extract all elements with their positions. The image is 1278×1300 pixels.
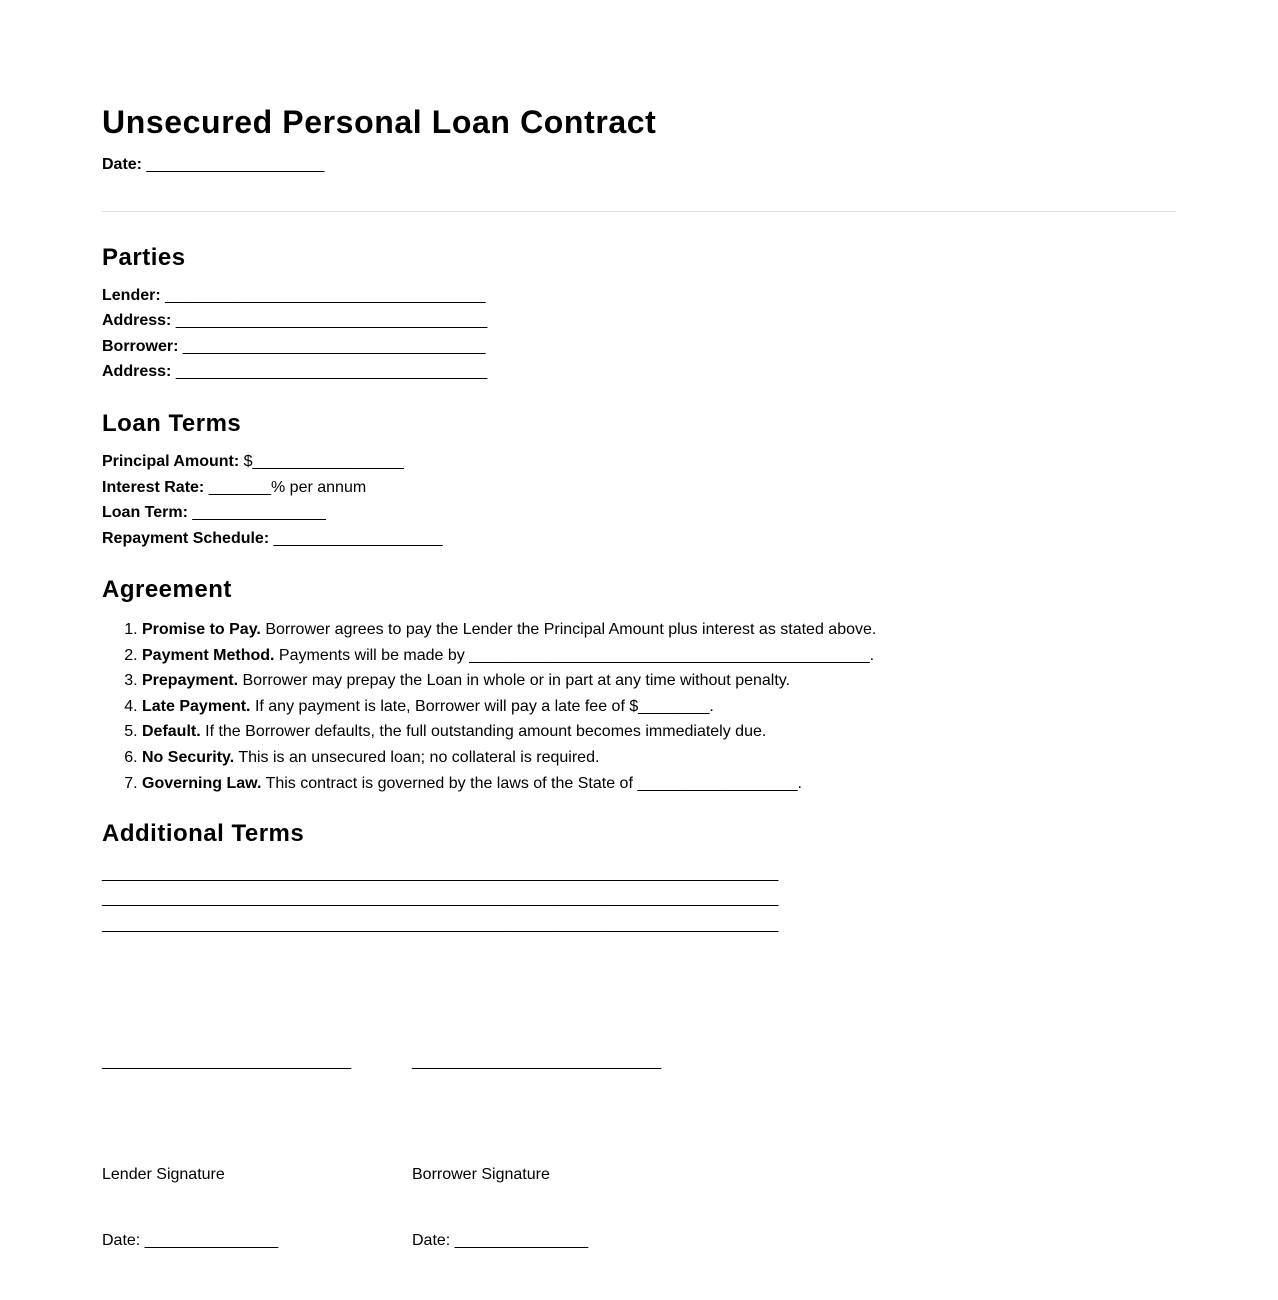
header-divider	[102, 211, 1176, 212]
clause-text: This is an unsecured loan; no collateral is required.	[238, 748, 600, 766]
field-blank[interactable]: __________________________________	[182, 338, 486, 355]
clause-text: Borrower agrees to pay the Lender the Principal Amount plus interest as stated above.	[265, 621, 877, 638]
date-blank[interactable]: _______________	[454, 1232, 589, 1249]
clause-title: Promise to Pay.	[142, 621, 261, 638]
clause-late-payment[interactable]	[142, 694, 876, 720]
field-label: Loan Term:	[102, 504, 188, 521]
lender-name-field[interactable]	[102, 286, 485, 306]
field-label: Lender:	[102, 287, 161, 304]
field-label: Principal Amount:	[102, 453, 240, 470]
date-blank[interactable]: ____________________	[146, 156, 325, 173]
clause-governing-law[interactable]	[142, 771, 876, 797]
field-blank[interactable]: ___________________	[273, 530, 443, 547]
repayment-schedule-field[interactable]	[102, 529, 443, 549]
clause-title: No Security.	[142, 748, 235, 766]
interest-rate-field[interactable]	[102, 478, 366, 498]
clause-text[interactable]: This contract is governed by the laws of the State of __________________.	[265, 774, 802, 792]
field-label: Address:	[102, 363, 172, 380]
contract-date-field[interactable]	[102, 155, 324, 175]
field-blank[interactable]: _________________	[252, 453, 404, 470]
additional-terms-line-2[interactable]: ____________________________________________________________________________	[102, 890, 779, 907]
principal-amount-field[interactable]	[102, 452, 404, 472]
clause-payment-method[interactable]	[142, 643, 876, 669]
section-heading-parties: Parties	[102, 244, 186, 271]
field-blank[interactable]: _______________	[192, 504, 326, 521]
date-blank[interactable]: _______________	[144, 1232, 279, 1249]
agreement-clauses-list	[102, 617, 876, 796]
borrower-name-field[interactable]	[102, 337, 485, 357]
field-label: Address:	[102, 312, 172, 329]
field-label: Borrower:	[102, 338, 179, 355]
document-title: Unsecured Personal Loan Contract	[102, 104, 657, 140]
lender-signature-line[interactable]: ____________________________	[102, 1053, 352, 1070]
additional-terms-line-1[interactable]: ____________________________________________________________________________	[102, 865, 779, 882]
field-blank[interactable]: _______	[208, 479, 271, 496]
lender-signature-block	[102, 1007, 351, 1296]
section-heading-loan-terms: Loan Terms	[102, 410, 242, 437]
date-label: Date:	[102, 156, 143, 173]
clause-prepayment	[142, 668, 876, 694]
clause-title: Payment Method.	[142, 646, 275, 664]
clause-text[interactable]: If any payment is late, Borrower will pay a late fee of $________.	[254, 697, 714, 715]
borrower-signature-date[interactable]	[412, 1230, 661, 1252]
additional-terms-line-3[interactable]: ____________________________________________________________________________	[102, 916, 779, 933]
clause-text[interactable]: Payments will be made by _____________________________________________.	[278, 646, 875, 664]
clause-promise-to-pay	[142, 617, 876, 643]
clause-title: Default.	[142, 723, 201, 741]
loan-term-field[interactable]	[102, 503, 326, 523]
field-suffix: % per annum	[271, 479, 367, 496]
section-heading-additional-terms: Additional Terms	[102, 820, 305, 847]
date-label: Date:	[102, 1232, 141, 1249]
field-blank[interactable]: ____________________________________	[165, 287, 486, 304]
clause-text: If the Borrower defaults, the full outstanding amount becomes immediately due.	[205, 723, 767, 741]
borrower-address-field[interactable]	[102, 362, 487, 382]
field-prefix: $	[243, 453, 253, 470]
borrower-signature-line[interactable]: ____________________________	[412, 1053, 662, 1070]
field-label: Interest Rate:	[102, 479, 205, 496]
borrower-signature-block	[412, 1007, 661, 1296]
clause-default	[142, 719, 876, 745]
clause-title: Prepayment.	[142, 672, 239, 690]
field-blank[interactable]: ___________________________________	[175, 312, 488, 329]
section-heading-agreement: Agreement	[102, 576, 232, 603]
date-label: Date:	[412, 1232, 451, 1249]
clause-title: Governing Law.	[142, 774, 262, 792]
clause-title: Late Payment.	[142, 697, 251, 715]
lender-signature-label: Lender Signature	[102, 1166, 225, 1183]
borrower-signature-label: Borrower Signature	[412, 1166, 550, 1183]
field-blank[interactable]: ___________________________________	[175, 363, 488, 380]
field-label: Repayment Schedule:	[102, 530, 270, 547]
lender-signature-date[interactable]	[102, 1230, 351, 1252]
lender-address-field[interactable]	[102, 311, 487, 331]
clause-text: Borrower may prepay the Loan in whole or in part at any time without penalty.	[242, 672, 791, 690]
clause-no-security	[142, 745, 876, 771]
